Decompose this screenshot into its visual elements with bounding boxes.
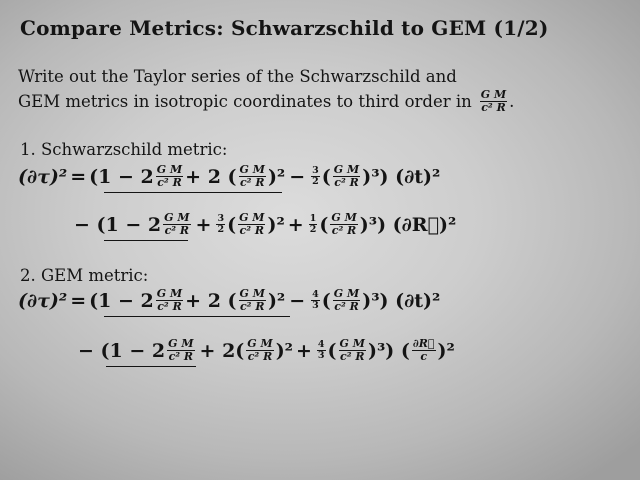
coefficient-fraction: $\frac{1}{2}$ <box>309 213 317 235</box>
gem-equation-line-2: − (1 − 2 $\frac{\text{G M}}{\text{c² R}}$ + 2( $\frac{\text{G M}}{\text{c² R}}$ )² + $\frac{4}{3}$ ( $\frac{\text{G M}}{\text{c² R}}$ )³ ) ( $\frac{\partial R⃗}{c}$ )² <box>78 337 455 363</box>
gm-fraction: $\frac{\text{G M}}{\text{c² R}}$ <box>156 163 183 189</box>
gm-fraction: $\frac{\text{G M}}{\text{c² R}}$ <box>239 287 265 313</box>
schwarzschild-equation-line-1: (∂τ)² = (1 − 2 $\frac{\text{G M}}{\text{c² R}}$ + 2 ( $\frac{\text{G M}}{\text{c² R}}$ )² − $\frac{3}{2}$ ( $\frac{\text{G M}}{\text{c² R}}$ )³ ) (∂t)² <box>18 163 441 189</box>
dr-over-c-fraction: $\frac{\partial R⃗}{c}$ <box>412 337 435 363</box>
gm-fraction: $\frac{\text{G M}}{\text{c² R}}$ <box>239 163 265 189</box>
schwarzschild-equation-line-2: − (1 − 2 $\frac{\text{G M}}{\text{c² R}}$ + $\frac{3}{2}$ ( $\frac{\text{G M}}{\text{c² R}}$ )² + $\frac{1}{2}$ ( $\frac{\text{G M}}{\text{c² R}}$ )³ ) (∂R⃗)² <box>74 211 457 237</box>
coefficient-fraction: $\frac{4}{3}$ <box>317 339 325 361</box>
slide-title: Compare Metrics: Schwarzschild to GEM (1/2) <box>20 16 549 40</box>
gem-equation-line-1: (∂τ)² = (1 − 2 $\frac{\text{G M}}{\text{c² R}}$ + 2 ( $\frac{\text{G M}}{\text{c² R}}$ )² − $\frac{4}{3}$ ( $\frac{\text{G M}}{\text{c² R}}$ )³ ) (∂t)² <box>18 287 441 313</box>
gm-over-c2r-fraction: $\frac{\text{G M}}{\text{c² R}}$ <box>480 88 507 114</box>
intro-line-1: Write out the Taylor series of the Schwarzschild and <box>18 67 457 86</box>
gm-fraction: $\frac{\text{G M}}{\text{c² R}}$ <box>333 163 360 189</box>
intro-line-2 <box>18 89 514 114</box>
coefficient-fraction: $\frac{4}{3}$ <box>312 289 319 311</box>
underline <box>106 366 196 367</box>
underline <box>104 192 282 193</box>
gm-fraction: $\frac{\text{G M}}{\text{c² R}}$ <box>239 211 265 237</box>
gem-label: 2. GEM metric: <box>20 266 149 285</box>
intro-text <box>18 64 514 114</box>
coefficient-fraction: $\frac{3}{2}$ <box>217 213 225 235</box>
gm-fraction: $\frac{\text{G M}}{\text{c² R}}$ <box>331 211 357 237</box>
gm-fraction: $\frac{\text{G M}}{\text{c² R}}$ <box>247 337 273 363</box>
gm-fraction: $\frac{\text{G M}}{\text{c² R}}$ <box>164 211 190 237</box>
schwarzschild-label: 1. Schwarzschild metric: <box>20 140 228 159</box>
gm-fraction: $\frac{\text{G M}}{\text{c² R}}$ <box>333 287 360 313</box>
gm-fraction: $\frac{\text{G M}}{\text{c² R}}$ <box>339 337 365 363</box>
intro-line-2-text: GEM metrics in isotropic coordinates to third order in <box>18 92 472 111</box>
gm-fraction: $\frac{\text{G M}}{\text{c² R}}$ <box>156 287 183 313</box>
gm-fraction: $\frac{\text{G M}}{\text{c² R}}$ <box>168 337 194 363</box>
coefficient-fraction: $\frac{3}{2}$ <box>312 165 319 187</box>
underline <box>104 316 290 317</box>
underline <box>104 240 188 241</box>
intro-period: . <box>509 92 515 111</box>
